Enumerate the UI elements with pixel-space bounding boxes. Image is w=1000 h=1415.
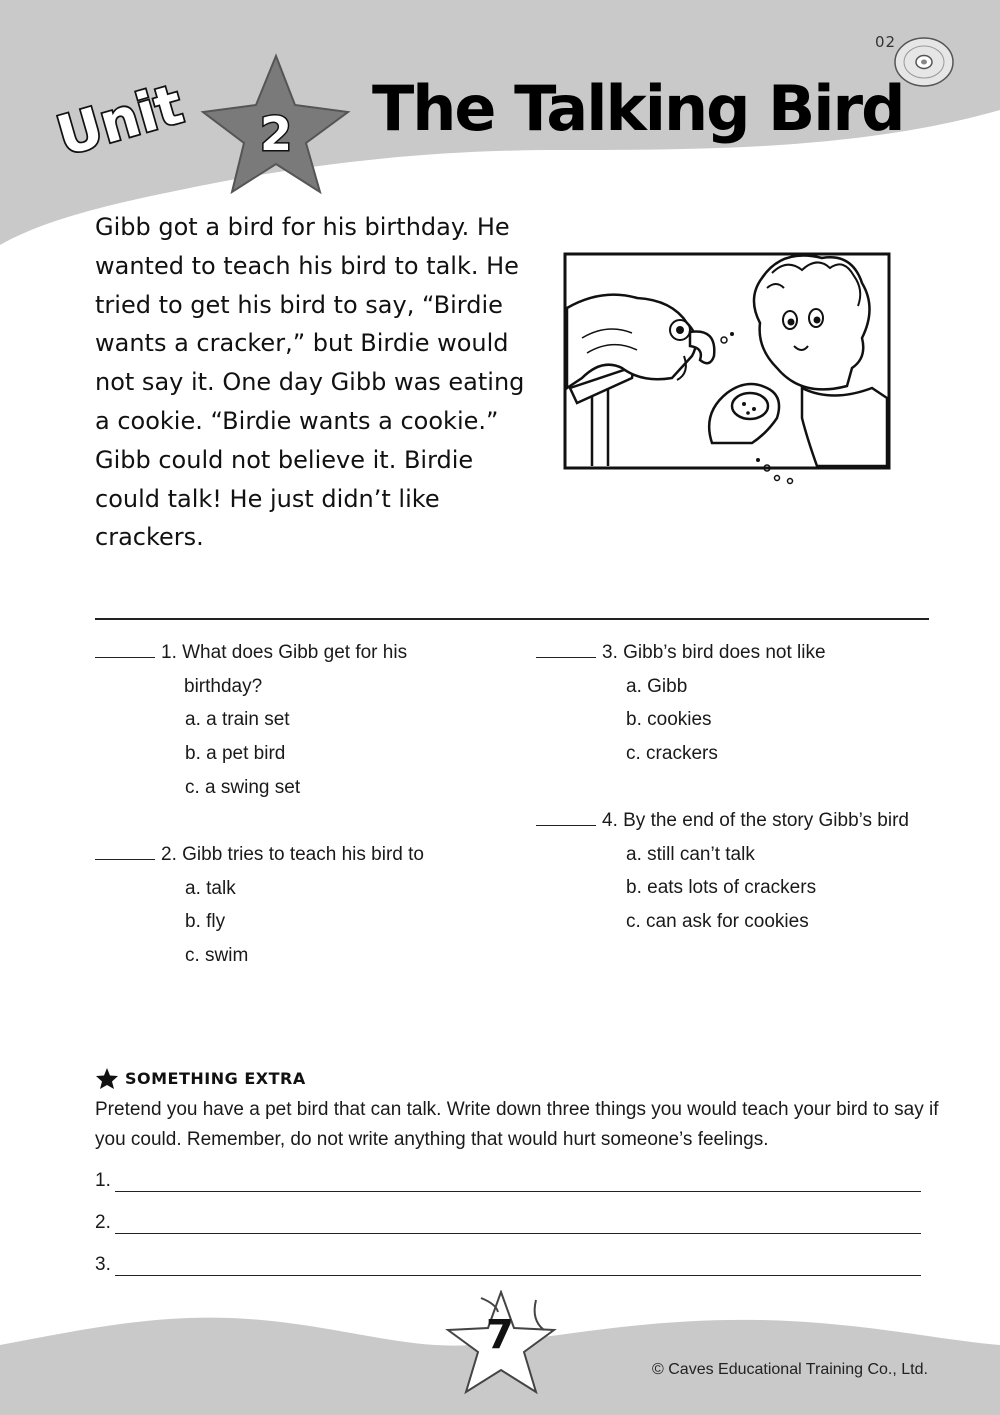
unit-label: Unit	[50, 72, 190, 168]
option-c: c. crackers	[626, 743, 718, 765]
line-number: 2.	[95, 1212, 111, 1233]
question-prompt: 2. Gibb tries to teach his bird to	[161, 844, 424, 865]
something-extra-heading	[95, 1067, 306, 1090]
write-line-1[interactable]	[95, 1170, 921, 1192]
option-b: b. a pet bird	[185, 743, 286, 765]
write-line-2[interactable]	[95, 1212, 921, 1234]
option-c: c. a swing set	[185, 776, 301, 798]
write-line-3[interactable]	[95, 1254, 921, 1276]
question-prompt: 4. By the end of the story Gibb’s bird	[602, 810, 909, 831]
story-text: Gibb got a bird for his birthday. He wanted to teach his bird to talk. He tried to get his bird to say, “Birdie wants a cracker,” but Birdie would not say it. One day Gibb was eating a cookie. “Birdie wants a cookie.” Gibb could not believe it. Birdie could talk! He just didn’t like crackers.	[95, 213, 525, 552]
question-prompt-cont: birthday?	[184, 675, 263, 697]
answer-blank[interactable]	[536, 809, 596, 826]
page-title: The Talking Bird	[372, 72, 904, 145]
option-b: b. cookies	[626, 709, 712, 731]
section-divider	[95, 618, 929, 620]
question-prompt: 1. What does Gibb get for his	[161, 642, 408, 663]
question-2	[95, 838, 515, 973]
option-a: a. Gibb	[626, 675, 688, 697]
line-number: 3.	[95, 1254, 111, 1275]
heading-text: SOMETHING EXTRA	[125, 1069, 306, 1088]
answer-blank[interactable]	[95, 843, 155, 860]
page-number: 7	[486, 1312, 514, 1358]
option-a: a. talk	[185, 877, 236, 899]
option-a: a. a train set	[185, 709, 290, 731]
option-b: b. eats lots of crackers	[626, 877, 817, 899]
boy-and-parrot-illustration	[562, 228, 897, 490]
question-3	[536, 636, 956, 771]
option-b: b. fly	[185, 911, 226, 933]
track-number: 02	[875, 33, 897, 51]
answer-blank[interactable]	[95, 641, 155, 658]
unit-badge	[48, 50, 358, 200]
line-number: 1.	[95, 1170, 111, 1191]
option-c: c. swim	[185, 945, 249, 967]
unit-number: 2	[260, 107, 293, 161]
question-1	[95, 636, 515, 805]
extra-instructions: Pretend you have a pet bird that can talk. Write down three things you would teach your bird to say if you could. Remember, do not write anything that would hurt someone’s feelings.	[95, 1099, 939, 1150]
answer-blank[interactable]	[536, 641, 596, 658]
question-4	[536, 804, 976, 939]
star-icon	[95, 1067, 119, 1090]
option-c: c. can ask for cookies	[626, 911, 809, 933]
option-a: a. still can’t talk	[626, 843, 755, 865]
question-prompt: 3. Gibb’s bird does not like	[602, 642, 826, 663]
copyright: © Caves Educational Training Co., Ltd.	[652, 1361, 928, 1378]
